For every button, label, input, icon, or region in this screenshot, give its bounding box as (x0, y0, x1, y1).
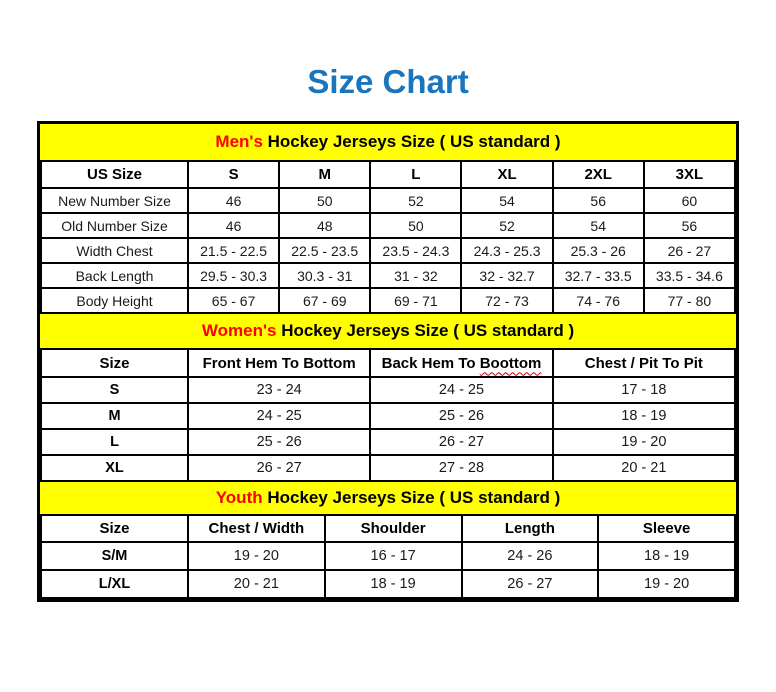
table-cell: 54 (461, 188, 552, 213)
table-row (41, 188, 735, 213)
column-header-us-size: US Size (41, 161, 188, 188)
table-row (41, 238, 735, 263)
column-header-chest-width: Chest / Width (188, 515, 325, 542)
table-cell: Width Chest (41, 238, 188, 263)
table-cell: 29.5 - 30.3 (188, 263, 279, 288)
table-cell: 48 (279, 213, 370, 238)
table-cell: 46 (188, 213, 279, 238)
table-row (41, 213, 735, 238)
table-cell: 52 (370, 188, 461, 213)
table-row (41, 377, 735, 403)
table-cell: 24 - 25 (370, 377, 552, 403)
column-header-xl: XL (461, 161, 552, 188)
column-header-s: S (188, 161, 279, 188)
table-cell: 21.5 - 22.5 (188, 238, 279, 263)
column-header-size: Size (41, 515, 188, 542)
table-cell: 50 (279, 188, 370, 213)
table-cell: 69 - 71 (370, 288, 461, 313)
table-cell: S/M (41, 542, 188, 570)
column-header-l: L (370, 161, 461, 188)
mens-table-header-row (41, 161, 735, 188)
table-cell: 74 - 76 (553, 288, 644, 313)
column-header-m: M (279, 161, 370, 188)
table-cell: 56 (644, 213, 735, 238)
table-cell: Back Length (41, 263, 188, 288)
table-cell: L/XL (41, 570, 188, 598)
table-cell: M (41, 403, 188, 429)
mens-section-highlight: Men's (215, 132, 263, 151)
column-header-2xl: 2XL (553, 161, 644, 188)
table-cell: 67 - 69 (279, 288, 370, 313)
table-cell: 26 - 27 (644, 238, 735, 263)
table-cell: 32 - 32.7 (461, 263, 552, 288)
table-cell: 52 (461, 213, 552, 238)
table-cell: 50 (370, 213, 461, 238)
mens-section-header (40, 124, 736, 160)
table-cell: 19 - 20 (188, 542, 325, 570)
column-header-sleeve: Sleeve (598, 515, 735, 542)
table-cell: L (41, 429, 188, 455)
table-cell: 33.5 - 34.6 (644, 263, 735, 288)
table-row (41, 403, 735, 429)
table-cell: XL (41, 455, 188, 481)
womens-table-header-row (41, 349, 735, 377)
table-cell: 22.5 - 23.5 (279, 238, 370, 263)
table-cell: 27 - 28 (370, 455, 552, 481)
table-cell: 60 (644, 188, 735, 213)
table-cell: 56 (553, 188, 644, 213)
table-cell: 54 (553, 213, 644, 238)
mens-size-table (40, 160, 736, 314)
column-header-size: Size (41, 349, 188, 377)
youth-size-table (40, 514, 736, 599)
table-cell: 23 - 24 (188, 377, 370, 403)
table-cell: 25 - 26 (188, 429, 370, 455)
table-cell: 20 - 21 (553, 455, 735, 481)
table-cell: 19 - 20 (598, 570, 735, 598)
table-row (41, 455, 735, 481)
table-cell: 77 - 80 (644, 288, 735, 313)
youth-section-header (40, 482, 736, 514)
table-cell: 26 - 27 (188, 455, 370, 481)
mens-section-title-rest: Hockey Jerseys Size ( US standard ) (262, 132, 561, 151)
table-cell: 19 - 20 (553, 429, 735, 455)
table-cell: 24.3 - 25.3 (461, 238, 552, 263)
column-header-length: Length (462, 515, 599, 542)
back-hem-label-part: Back Hem To (381, 354, 480, 372)
table-cell: 17 - 18 (553, 377, 735, 403)
column-header-3xl: 3XL (644, 161, 735, 188)
youth-table-header-row (41, 515, 735, 542)
womens-section-highlight: Women's (201, 321, 277, 340)
table-cell: 30.3 - 31 (279, 263, 370, 288)
womens-section-title-rest: Hockey Jerseys Size ( US standard ) (276, 321, 575, 340)
page-title: Size Chart (307, 63, 469, 100)
table-cell: 23.5 - 24.3 (370, 238, 461, 263)
womens-section-header (40, 314, 736, 348)
table-cell: 24 - 26 (462, 542, 599, 570)
table-cell: 24 - 25 (188, 403, 370, 429)
womens-size-table (40, 348, 736, 482)
table-cell: 25 - 26 (370, 403, 552, 429)
youth-section-title-rest: Hockey Jerseys Size ( US standard ) (262, 488, 561, 507)
table-cell: 31 - 32 (370, 263, 461, 288)
table-cell: Body Height (41, 288, 188, 313)
table-cell: 72 - 73 (461, 288, 552, 313)
table-cell: 16 - 17 (325, 542, 462, 570)
youth-section-highlight: Youth (215, 488, 263, 507)
table-cell: 26 - 27 (462, 570, 599, 598)
column-header-front-hem: Front Hem To Bottom (188, 349, 370, 377)
back-hem-misspelled-word: Boottom (479, 354, 542, 372)
size-chart (37, 121, 739, 602)
table-row (41, 542, 735, 570)
column-header-back-hem (370, 349, 552, 377)
table-row (41, 263, 735, 288)
table-cell: New Number Size (41, 188, 188, 213)
table-row (41, 429, 735, 455)
table-cell: 18 - 19 (598, 542, 735, 570)
table-row (41, 570, 735, 598)
table-cell: Old Number Size (41, 213, 188, 238)
table-cell: 26 - 27 (370, 429, 552, 455)
table-cell: 18 - 19 (325, 570, 462, 598)
column-header-chest-pit: Chest / Pit To Pit (553, 349, 735, 377)
table-cell: 20 - 21 (188, 570, 325, 598)
table-row (41, 288, 735, 313)
column-header-shoulder: Shoulder (325, 515, 462, 542)
table-cell: S (41, 377, 188, 403)
table-cell: 46 (188, 188, 279, 213)
table-cell: 25.3 - 26 (553, 238, 644, 263)
table-cell: 18 - 19 (553, 403, 735, 429)
table-cell: 32.7 - 33.5 (553, 263, 644, 288)
table-cell: 65 - 67 (188, 288, 279, 313)
